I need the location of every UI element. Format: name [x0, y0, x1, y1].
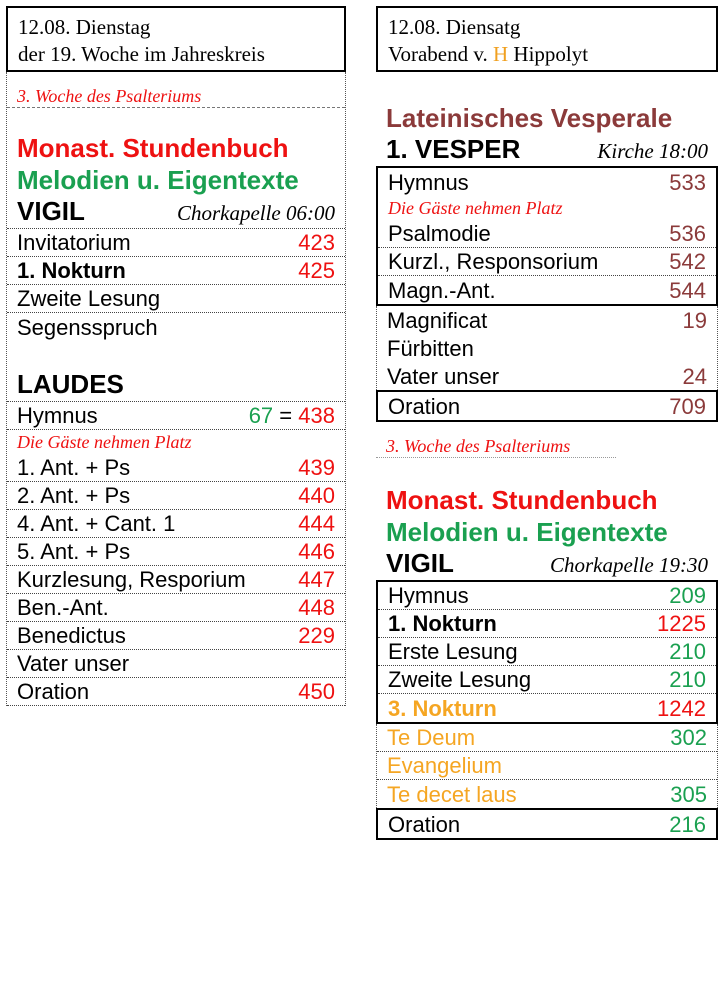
- row-label: Kurzlesung, Resporium: [17, 567, 246, 592]
- left-stundenbuch-title: Monast. Stundenbuch: [17, 133, 289, 163]
- row-label: 1. Nokturn: [17, 258, 126, 283]
- row-page: 450: [298, 679, 335, 704]
- table-row: [377, 306, 717, 334]
- row-page: 305: [670, 782, 707, 807]
- table-row: [377, 334, 717, 362]
- row-page: 423: [298, 230, 335, 255]
- row-label: Vater unser: [387, 364, 500, 389]
- table-row: [7, 678, 345, 706]
- right-date-header: [376, 6, 718, 72]
- row-label: Psalmodie: [388, 221, 491, 246]
- table-row: [7, 650, 345, 678]
- right-vigil-of-line: Vorabend v. H Hippolyt: [388, 42, 589, 66]
- table-row: [378, 610, 716, 638]
- row-label: Hymnus: [388, 583, 469, 608]
- row-page-pair: [249, 403, 335, 429]
- row-page: 302: [670, 725, 707, 750]
- table-row: [377, 724, 717, 752]
- row-page: 438: [298, 403, 335, 428]
- row-label: Oration: [388, 812, 461, 837]
- table-row: [7, 313, 345, 341]
- left-schedule: [6, 72, 346, 706]
- row-label: 2. Ant. + Ps: [17, 483, 131, 508]
- left-eigentexte-title: Melodien u. Eigentexte: [17, 165, 299, 195]
- guests-note: Die Gäste nehmen Platz: [388, 198, 563, 218]
- table-row: [377, 780, 717, 808]
- row-page: 447: [298, 567, 335, 592]
- feast-rank-letter: H: [492, 42, 509, 66]
- row-page: 533: [669, 170, 706, 195]
- row-label: 5. Ant. + Ps: [17, 539, 131, 564]
- left-laudes-heading: [7, 369, 345, 402]
- row-page: 24: [682, 364, 707, 389]
- left-date-line: 12.08. Dienstag: [18, 15, 151, 39]
- vigil-place-time: Chorkapelle 19:30: [549, 553, 708, 577]
- table-row: [377, 362, 717, 390]
- row-label: Invitatorium: [17, 230, 131, 255]
- row-label: 1. Nokturn: [388, 611, 497, 636]
- table-row: [377, 752, 717, 780]
- row-page: 425: [298, 258, 335, 283]
- right-vigil-heading: [376, 548, 718, 580]
- row-page: 440: [298, 483, 335, 508]
- vigil-place-time: Chorkapelle 06:00: [176, 201, 335, 225]
- right-column: [376, 6, 718, 840]
- row-label: Fürbitten: [387, 336, 474, 361]
- table-row: [7, 566, 345, 594]
- vigil-label: VIGIL: [17, 196, 85, 226]
- table-row: [7, 482, 345, 510]
- row-label: Oration: [17, 679, 90, 704]
- table-row: [7, 454, 345, 482]
- left-psalter-week: 3. Woche des Psalteriums: [7, 72, 345, 108]
- row-page: 229: [298, 623, 335, 648]
- row-page: 209: [669, 583, 706, 608]
- row-page: 542: [669, 249, 706, 274]
- table-row: [378, 666, 716, 694]
- table-row: [7, 594, 345, 622]
- vesper-label: 1. VESPER: [386, 134, 521, 164]
- row-label: Hymnus: [388, 170, 469, 195]
- table-row: [378, 810, 716, 838]
- table-row: [378, 638, 716, 666]
- row-label: Segensspruch: [17, 315, 158, 340]
- laudes-label: LAUDES: [17, 369, 124, 399]
- table-row: [378, 392, 716, 420]
- row-page-alt: 67: [248, 403, 274, 428]
- row-label: Kurzl., Responsorium: [388, 249, 599, 274]
- right-stundenbuch-title: Monast. Stundenbuch: [386, 485, 658, 515]
- right-vesper-heading: [376, 134, 718, 166]
- row-page: 446: [298, 539, 335, 564]
- row-page: 216: [669, 812, 706, 837]
- row-label: Te Deum: [387, 725, 476, 750]
- vesperale-title: Lateinisches Vesperale: [386, 103, 673, 133]
- table-row: [378, 276, 716, 304]
- row-label: Magn.-Ant.: [388, 278, 496, 303]
- right-eigentexte-title: Melodien u. Eigentexte: [386, 517, 668, 547]
- left-week-line: der 19. Woche im Jahreskreis: [18, 42, 265, 66]
- vigil-label: VIGIL: [386, 548, 454, 578]
- left-vigil-heading: [7, 196, 345, 229]
- equals-sign: =: [279, 403, 293, 428]
- row-page: 210: [669, 667, 706, 692]
- row-page: 19: [682, 308, 707, 333]
- vesper-plain-rows: [376, 306, 718, 390]
- vigil-plain-rows: [376, 724, 718, 808]
- row-label: Vater unser: [17, 651, 130, 676]
- table-row: [7, 285, 345, 313]
- row-label: Evangelium: [387, 753, 502, 778]
- right-date-line: 12.08. Diensatg: [388, 15, 521, 39]
- row-page: 444: [298, 511, 335, 536]
- table-row: [7, 510, 345, 538]
- table-row: [7, 622, 345, 650]
- guests-note: Die Gäste nehmen Platz: [17, 432, 192, 452]
- row-page: 439: [298, 455, 335, 480]
- row-label: Oration: [388, 394, 461, 419]
- row-label: Zweite Lesung: [388, 667, 532, 692]
- row-label: Zweite Lesung: [17, 286, 161, 311]
- left-date-header: [6, 6, 346, 72]
- row-page: 544: [669, 278, 706, 303]
- row-label: Hymnus: [17, 403, 98, 428]
- table-row: [7, 538, 345, 566]
- row-page: 709: [669, 394, 706, 419]
- row-label: 1. Ant. + Ps: [17, 455, 131, 480]
- vigil-box: [376, 580, 718, 724]
- table-row: [378, 694, 716, 722]
- row-label: Ben.-Ant.: [17, 595, 109, 620]
- row-page: 210: [669, 639, 706, 664]
- right-psalter-week: 3. Woche des Psalteriums: [376, 422, 616, 458]
- table-row: [7, 229, 345, 257]
- row-label: Benedictus: [17, 623, 126, 648]
- vesper-place-time: Kirche 18:00: [597, 139, 708, 163]
- row-page: 536: [669, 221, 706, 246]
- table-row: [378, 248, 716, 276]
- table-row: [7, 257, 345, 285]
- left-column: [6, 6, 346, 706]
- table-row: [378, 168, 716, 196]
- row-page: 1225: [657, 611, 706, 636]
- vigil-oration-box: [376, 808, 718, 840]
- vesper-oration-box: [376, 390, 718, 422]
- table-row: [378, 220, 716, 248]
- row-page: 448: [298, 595, 335, 620]
- row-page: 1242: [657, 696, 706, 721]
- row-label: Magnificat: [387, 308, 488, 333]
- row-label: 3. Nokturn: [388, 696, 497, 721]
- vesper-box: [376, 166, 718, 306]
- table-row: [378, 582, 716, 610]
- row-label: Erste Lesung: [388, 639, 518, 664]
- row-label: Te decet laus: [387, 782, 517, 807]
- row-label: 4. Ant. + Cant. 1: [17, 511, 176, 536]
- table-row: [7, 402, 345, 430]
